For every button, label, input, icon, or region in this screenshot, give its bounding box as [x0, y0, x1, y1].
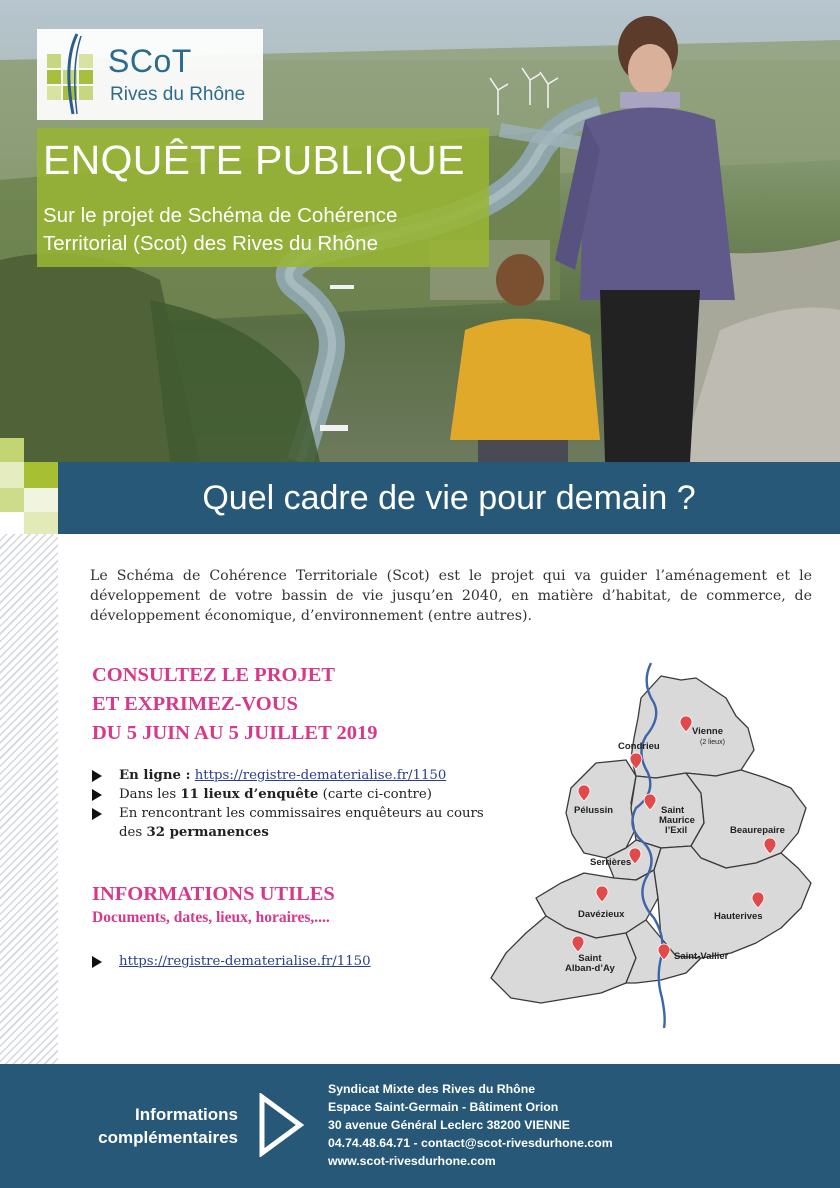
arrow-bullet-icon	[92, 808, 102, 820]
footer-info-line-1: Informations	[135, 1105, 238, 1124]
contact-website[interactable]: www.scot-rivesdurhone.com	[328, 1154, 496, 1168]
registre-link[interactable]: https://registre-dematerialise.fr/1150	[194, 768, 447, 783]
consult-line-2: ET EXPRIMEZ-VOUS	[92, 693, 298, 715]
contact-organisation: Syndicat Mixte des Rives du Rhône	[328, 1082, 536, 1096]
info-registre-link[interactable]: https://registre-dematerialise.fr/1150	[119, 954, 371, 969]
saint-alban-line-2: Alban-d’Ay	[565, 963, 615, 974]
contact-phone-email[interactable]: 04.74.48.64.71 - contact@scot-rivesdurhone.com	[328, 1136, 613, 1150]
deco-square	[24, 462, 58, 488]
banner-question: Quel cadre de vie pour demain ?	[202, 479, 696, 517]
permanences-count: 32 permanences	[146, 825, 269, 840]
deco-square	[0, 488, 24, 512]
arrow-bullet-icon	[92, 770, 102, 782]
bullet-permanences	[92, 804, 492, 842]
logo-subtitle: Rives du Rhône	[110, 84, 246, 105]
logo-title: SCoT	[108, 43, 192, 79]
page-subtitle	[43, 202, 397, 258]
online-label: En ligne :	[119, 768, 191, 783]
footer-contact-block	[328, 1080, 613, 1170]
map-label-condrieu: Condrieu	[618, 741, 660, 752]
subtitle-line-1: Sur le projet de Schéma de Cohérence	[43, 204, 398, 227]
consult-dates: DU 5 JUIN AU 5 JUILLET 2019	[92, 722, 378, 744]
footer-info-heading	[82, 1103, 238, 1149]
logo-icon	[41, 32, 105, 116]
intro-paragraph: Le Schéma de Cohérence Territoriale (Scot) est le projet qui va guider l’aménagement et le développement de votre bassin de vie jusqu’en 2040, en matière d’habitat, de commerce, de développement économique, d’environnement (entre autres).	[90, 568, 812, 624]
consult-line-1: CONSULTEZ LE PROJET	[92, 664, 336, 686]
consult-heading	[92, 661, 378, 748]
saint-maurice-line-2: Maurice	[659, 815, 695, 826]
consult-bullet-list	[92, 766, 492, 842]
map-label-serrieres: Serrières	[590, 857, 632, 868]
lieux-post: (carte ci-contre)	[322, 787, 432, 802]
saint-alban-line-1: Saint	[578, 953, 602, 964]
map-label-hauterives: Hauterives	[714, 911, 763, 922]
play-arrow-icon	[258, 1093, 306, 1157]
contact-building: Espace Saint-Germain - Bâtiment Orion	[328, 1100, 559, 1114]
map-label-saint-alban	[565, 954, 615, 974]
saint-maurice-line-3: l’Exil	[665, 825, 688, 836]
map-label-saint-vallier: Saint-Vallier	[674, 951, 729, 962]
arrow-bullet-icon	[92, 789, 102, 801]
permanences-pre: En rencontrant les commissaires enquêteurs au cours des	[119, 806, 484, 840]
deco-square	[24, 488, 58, 512]
bullet-lieux	[92, 785, 492, 804]
arrow-bullet-icon	[92, 956, 102, 968]
subtitle-line-2: Territorial (Scot) des Rives du Rhône	[43, 232, 378, 255]
lieux-pre: Dans les	[119, 787, 177, 802]
map-label-pelussin: Pélussin	[574, 805, 614, 816]
lieux-count: 11 lieux d’enquête	[180, 787, 319, 802]
contact-address: 30 avenue Général Leclerc 38200 VIENNE	[328, 1118, 570, 1132]
region-beaurepaire	[686, 770, 806, 868]
bullet-online	[92, 766, 492, 785]
footer-info-line-2: complémentaires	[98, 1128, 238, 1147]
map-label-beaurepaire: Beaurepaire	[730, 825, 785, 836]
map-label-vienne: Vienne	[692, 726, 723, 737]
info-heading: INFORMATIONS UTILES	[92, 883, 335, 905]
stripe-pattern	[0, 534, 58, 1064]
bullet-info-link	[92, 952, 371, 971]
map-label-davezieux: Davézieux	[578, 909, 625, 920]
deco-square	[24, 512, 58, 534]
deco-square	[0, 438, 24, 462]
deco-square	[0, 462, 24, 488]
map-label-vienne-note: (2 lieux)	[700, 739, 725, 746]
page-title: ENQUÊTE PUBLIQUE	[43, 137, 465, 183]
territory-map	[486, 658, 816, 1028]
saint-maurice-line-1: Saint	[661, 805, 685, 816]
info-subheading: Documents, dates, lieux, horaires,....	[92, 909, 330, 926]
map-svg	[486, 658, 816, 1028]
map-label-saint-maurice	[659, 806, 695, 836]
hero-photo	[0, 0, 840, 462]
